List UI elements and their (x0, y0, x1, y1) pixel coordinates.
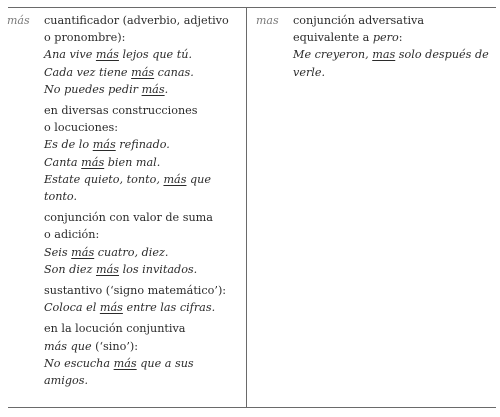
definition-line: o adición: (44, 228, 100, 242)
definition-line: en diversas construcciones (44, 104, 198, 118)
definition-line: cuantificador (adverbio, adjetivo (44, 14, 229, 27)
example-line: verle. (293, 65, 326, 79)
sense-adversative (293, 12, 493, 81)
headword-mas-unaccented: mas (256, 14, 279, 27)
example-line: Cada vez tiene más canas. (44, 65, 194, 79)
left-entry (44, 12, 242, 393)
definition-line: en la locución conjuntiva (44, 322, 186, 336)
table-top-rule (8, 7, 496, 8)
example-line: amigos. (44, 374, 89, 388)
example-line: Canta más bien mal. (44, 155, 161, 169)
right-entry (293, 12, 493, 85)
example-line: Ana vive más lejos que tú. (44, 48, 192, 62)
example-line: Seis más cuatro, diez. (44, 245, 169, 259)
sense-quantifier (44, 12, 242, 98)
sense-conjunctive-locution (44, 320, 242, 389)
definition-line: o locuciones: (44, 121, 118, 135)
column-divider (246, 7, 247, 407)
example-line: Son diez más los invitados. (44, 262, 198, 276)
sense-constructions (44, 102, 242, 205)
definition-line: o pronombre): (44, 31, 126, 45)
sense-noun (44, 282, 242, 316)
example-line: No escucha más que a sus (44, 356, 194, 370)
definition-line: sustantivo (‘signo matemático’): (44, 284, 227, 298)
definition-line: conjunción con valor de suma (44, 211, 213, 225)
example-line: Coloca el más entre las cifras. (44, 301, 216, 315)
sense-addition (44, 209, 242, 278)
example-line: tonto. (44, 190, 78, 204)
example-line: Estate quieto, tonto, más que (44, 172, 212, 186)
example-line: Es de lo más refinado. (44, 138, 170, 152)
definition-line: más que (‘sino’): (44, 339, 139, 353)
table-bottom-rule (8, 407, 496, 408)
headword-mas-accented: más (7, 14, 30, 27)
definition-line: equivalente a pero: (293, 31, 403, 45)
example-line: Me creyeron, mas solo después de (293, 48, 489, 62)
definition-line: conjunción adversativa (293, 14, 425, 27)
example-line: No puedes pedir más. (44, 82, 169, 96)
